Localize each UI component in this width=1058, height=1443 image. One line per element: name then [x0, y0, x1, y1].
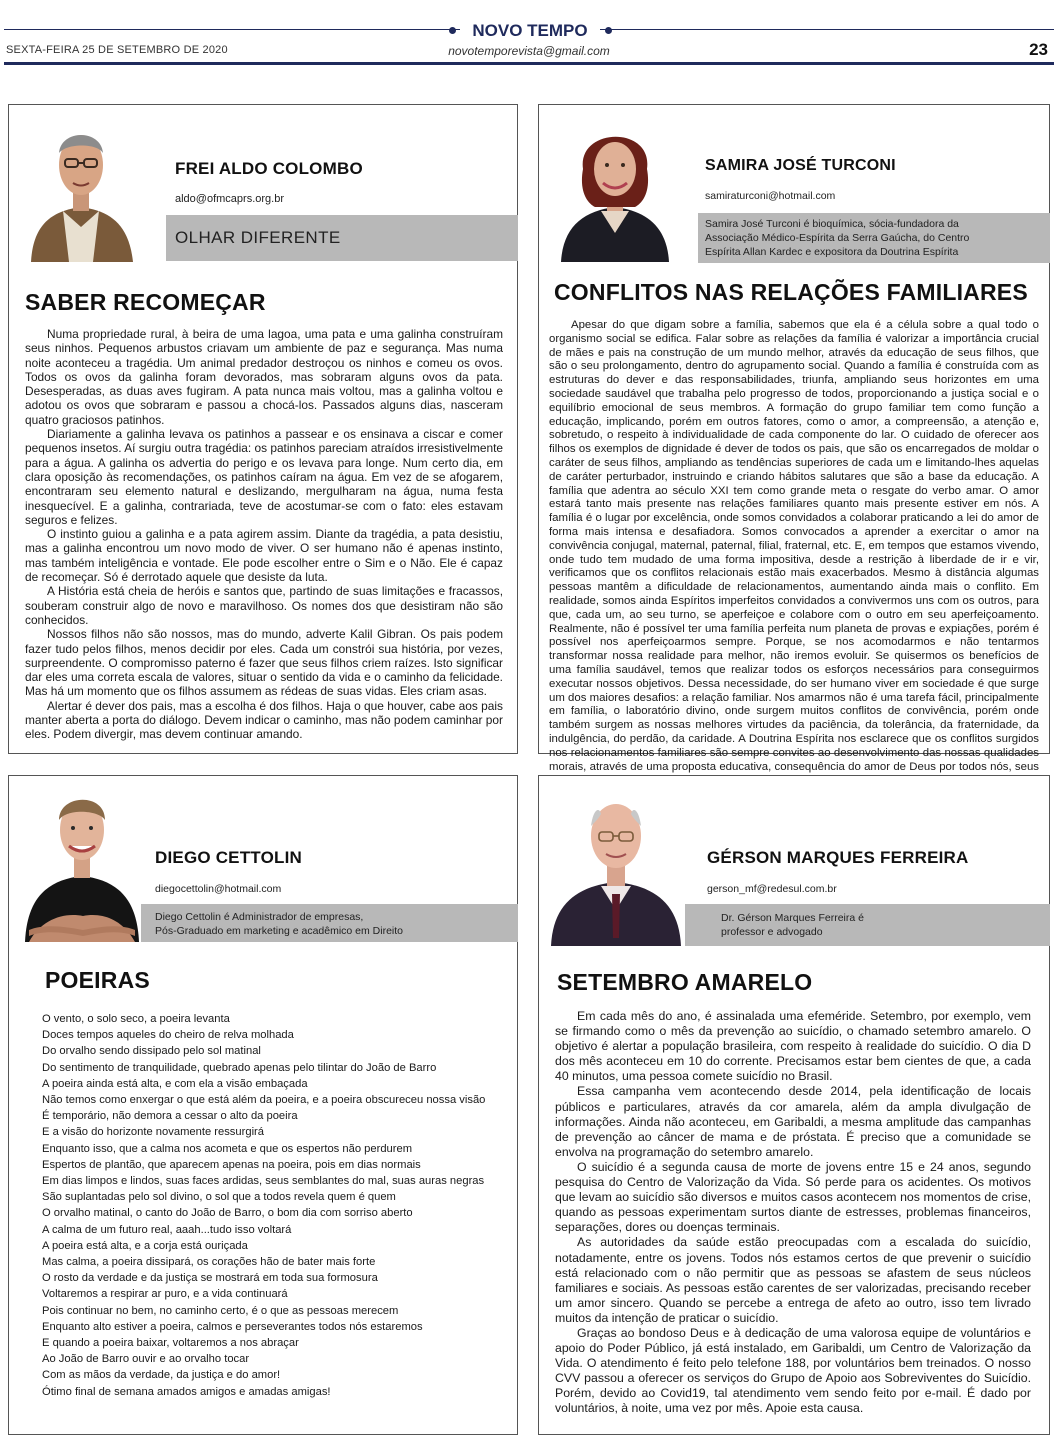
article-paragraph: A História está cheia de heróis e santos que, partindo de suas limitações e fracassos, souberam construir algo de novo e maravilhoso. Os nomes dos que desistiram não são conhecidos. — [25, 584, 503, 627]
poem-line: O rosto da verdade e da justiça se mostrará em toda sua formosura — [42, 1272, 378, 1285]
poem-line: E quando a poeira baixar, voltaremos a nos abraçar — [42, 1337, 299, 1350]
poem-line: Do sentimento de tranquilidade, quebrado apenas pelo tilintar do João de Barro — [42, 1061, 437, 1074]
article-title: SETEMBRO AMARELO — [557, 969, 813, 995]
poem-line: O vento, o solo seco, a poeira levanta — [42, 1013, 230, 1025]
page-number: 23 — [1029, 40, 1048, 59]
article-paragraph: Essa campanha vem acontecendo desde 2014, pela identificação de locais públicos e particulares, através da cor amarela, além da ampla divulgação de informações. Ainda não aconteceu, em Garibaldi, a mesma amplitude das campanhas de prevenção ao câncer de mama e de próstata. É preciso que a comunidade se envolva na programação do setembro amarelo. — [555, 1084, 1031, 1159]
author-photo-samira — [555, 107, 675, 262]
article-title: CONFLITOS NAS RELAÇÕES FAMILIARES — [554, 279, 1028, 305]
article-paragraph: Em cada mês do ano, é assinalada uma efeméride. Setembro, por exemplo, vem se firmando como o mês da prevenção ao suicídio, o chamado setembro amarelo. O objetivo é alertar a população brasileira, com respeito à realidade do suicídio. O dia D dos mês aconteceu em 10 do corrente. Precisamos estar bem cientes de que, a cada 40 minutos, uma pessoa comete suicídio no Brasil. — [555, 1009, 1031, 1084]
article-title: POEIRAS — [45, 967, 150, 993]
poem-line: Espertos de plantão, que aparecem apenas na poeira, pois em dias normais — [42, 1158, 421, 1171]
article-box-gerson — [538, 775, 1050, 1435]
author-bio-line: Dr. Gérson Marques Ferreira é — [721, 912, 864, 924]
article-paragraph: Numa propriedade rural, à beira de uma lagoa, uma pata e uma galinha construíram seus ninhos. Pequenos arbustos criavam um ambiente de paz e segurança. Mas numa noite aconteceu a tragédia. Um animal predador destroçou os ninhos e comeu os ovos. Todos os ovos da galinha foram devorados, mas sobraram alguns ovos da pata. Desesperadas, as duas aves fugiram. A pata nunca mais voltou, mas a galinha voltou e adotou os ovos que sobraram e passou a chocá-los. Passados alguns dias, nasceram quatro graciosos patinhos. — [25, 327, 503, 427]
author-bio — [721, 911, 1021, 939]
author-name: GÉRSON MARQUES FERREIRA — [707, 848, 969, 867]
article-body — [549, 319, 1039, 788]
author-bio-line: Diego Cettolin é Administrador de empresas, — [155, 911, 364, 923]
poem-line: A poeira está alta, e a corja está ouriçada — [42, 1239, 248, 1252]
poem-line: Enquanto alto estiver a poeira, calmos e perseverantes todos nós estaremos — [42, 1320, 423, 1333]
article-box-diego — [8, 775, 518, 1435]
header-dot-right — [605, 27, 612, 34]
author-name: FREI ALDO COLOMBO — [175, 159, 363, 178]
masthead-email[interactable]: novotemporevista@gmail.com — [448, 44, 610, 58]
poem-line: E a visão do horizonte novamente ressurgirá — [42, 1126, 265, 1139]
author-photo-diego — [23, 780, 141, 942]
article-paragraph: Graças ao bondoso Deus e à dedicação de uma valorosa equipe de voluntários e apoio do Poder Público, já está instalado, em Garibaldi, um Centro de Valorização da Vida. O atendimento é feito pelo telefone 188, por voluntários bem treinados. O nosso CVV passou a oferecer os serviços do Grupo de Apoio aos Sobreviventes do Suicídio. Porém, devido ao Covid19, tal atendimento vem sendo feito por e-mail. É dado por voluntários, à noite, uma vez por mês. Apoie esta causa. — [555, 1325, 1031, 1416]
author-name: SAMIRA JOSÉ TURCONI — [705, 157, 896, 174]
article-paragraph: Alertar é dever dos pais, mas a escolha é dos filhos. Haja o que houver, cabe aos pais manter aberta a porta do diálogo. Devem indicar o caminho, mas não podem caminhar por eles. Podem divergir, mas devem continuar amando. — [25, 698, 503, 742]
article-paragraph: As autoridades da saúde estão preocupadas com a escalada do suicídio, notadamente, entre os jovens. Todos nós estamos certos de que prevenir o suicídio está relacionado com o não permitir que as pessoas se afastem de seus núcleos familiares e sociais. As pessoas estão carentes de ser valorizadas, precisando receber um amor sincero. Quando se percebe a entrega de afeto ao outro, isso tem livrado muitos da intenção de praticar o suicídio. — [555, 1235, 1031, 1325]
author-bio — [155, 910, 495, 938]
masthead-title: NOVO TEMPO — [460, 20, 600, 42]
header-dot-left — [449, 27, 456, 34]
poem-line: Doces tempos aqueles do cheiro de relva molhada — [42, 1029, 294, 1042]
issue-date: SEXTA-FEIRA 25 DE SETEMBRO DE 2020 — [6, 44, 228, 56]
author-name: DIEGO CETTOLIN — [155, 848, 302, 867]
poem-line: É temporário, não demora a cessar o alto da poeira — [42, 1110, 298, 1123]
header-rule-bottom — [4, 62, 1054, 65]
article-paragraph: Nossos filhos não são nossos, mas do mundo, adverte Kalil Gibran. Os pais podem fazer tudo pelos filhos, menos decidir por eles. Cada um constrói sua história, por vezes, surpreendente. O compromisso paterno é fazer que seus filhos criem raízes. Isto significar dar eles uma correta escala de valores, situar o sentido da vida e o caminho da felicidade. Mas há um momento que os filhos assumem as rédeas de suas vidas. Eles criam asas. — [25, 627, 503, 699]
poem-line: Ótimo final de semana amados amigos e amadas amigas! — [42, 1385, 331, 1398]
poem-line: Ao João de Barro ouvir e ao orvalho tocar — [42, 1353, 250, 1366]
poem-line: A poeira ainda está alta, e com ela a visão embaçada — [42, 1077, 308, 1090]
article-body — [555, 1009, 1031, 1417]
author-email[interactable]: aldo@ofmcaprs.org.br — [175, 193, 284, 205]
poem-body — [42, 1011, 512, 1400]
poem-line: Não temos como enxergar o que está além da poeira, e a poeira obscureceu nossa visão — [42, 1094, 486, 1107]
author-photo-frei-aldo — [23, 107, 141, 262]
poem-line: Voltaremos a respirar ar puro, e a vida continuará — [42, 1288, 288, 1301]
author-photo-gerson — [549, 788, 683, 946]
article-title: SABER RECOMEÇAR — [25, 289, 266, 315]
poem-line: Pois continuar no bem, no caminho certo, é o que as pessoas merecem — [42, 1304, 399, 1317]
article-paragraph: O instinto guiou a galinha e a pata agirem assim. Diante da tragédia, a pata desistiu, mas a galinha encontrou um novo modo de viver. O ser humano não é apenas instinto, mas também inteligência e vontade. Ele pode escolher entre o Sim e o Não. Ele é capaz de recomeçar. Só é derrotado aquele que desiste da luta. — [25, 527, 503, 585]
article-paragraph: Diariamente a galinha levava os patinhos a passear e os ensinava a ciscar e comer pequenos insetos. Aí surgiu outra tragédia: os patinhos pareciam atraídos irresistivelmente para a água. A galinha os advertia do perigo e os levava para longe. Num certo dia, em clara oposição às recomendações, os patinhos caíram na água. Em vez de se afogarem, encontraram seu elemento natural e deslizando, mergulharam na água, numa festa inesquecível. E a galinha, contrariada, teve de acostumar-se com o fato: eles estavam seguros e felizes. — [25, 427, 503, 527]
author-bio: Samira José Turconi é bioquímica, sócia-fundadora da Associação Médico-Espírita da Serra Gaúcha, do Centro Espírita Allan Kardec e expositora da Doutrina Espírita — [705, 218, 970, 258]
author-email[interactable]: samiraturconi@hotmail.com — [705, 190, 836, 202]
poem-line: Do orvalho sendo dissipado pelo sol matinal — [42, 1045, 261, 1058]
poem-line: O orvalho matinal, o canto do João de Barro, o bom dia com sorriso aberto — [42, 1207, 413, 1220]
column-name: OLHAR DIFERENTE — [175, 228, 341, 247]
author-email[interactable]: gerson_mf@redesul.com.br — [707, 883, 837, 895]
poem-line: São suplantadas pelo sol divino, o sol que a todos revela quem é quem — [42, 1191, 396, 1204]
poem-line: Em dias limpos e lindos, suas faces ardidas, seus semblantes do mal, suas auras negras — [42, 1175, 485, 1188]
article-paragraph: Apesar do que digam sobre a família, sabemos que ela é a célula sobre a qual todo o organismo social se edifica. Falar sobre as relações da família é valorizar a importância crucial de mães e pais na construção de um mundo melhor, através da educação de seus filhos, que são o seu prolongamento, dentro do agrupamento social. Quando a família é construída com as estruturas do dever e das responsabilidades, triunfa, ampliando seus horizontes em uma sociedade saudável que trabalha pelo progresso de todos, proporcionando a justiça social e o equilíbrio emocional de seus membros. A formação do grupo familiar tem como função a educação, implicando, porém em outros fatores, como o amor, a compreensão, a atenção e, sobretudo, o respeito à individualidade de cada componente do lar. O cuidado de oferecer aos filhos os exemplos de dignidade é dever de todos os pais, que são os encarregados de moldar o caráter de seus filhos, ampliando as tendências superiores de cada um e limitando-lhes aquelas de caráter perturbador, instruindo e criando hábitos salutares que são a base da educação. A família que adentra ao século XXI tem como grande meta o resgate do verbo amar. O amor estará tanto mais presente nas relações familiares quanto mais presente estiver em nós. A família é o lugar por excelência, onde somos convidados a colaborar praticando a lei do amor de forma mais intensa e desafiadora. Somos convocados a aprender a exercitar o amor na convivência conjugal, maternal, paternal, filial, fraternal, etc. E, em tempos que estamos vivendo, onde tudo tem mudado de uma forma impositiva, desde a restrição à liberdade de ir e vir, verificamos que os conflitos relacionais estão mais exacerbados. Mesmo à distância algumas pessoas mantêm a dificuldade de relacionamentos, aumentando ainda mais o conflito. Em realidade, somos ainda Espíritos imperfeitos convidados a convivermos uns com os outros, para que, cada um, ao seu turno, se aperfeiçoe e colabore com o outro em seu aperfeiçoamento. Realmente, não é possível ter uma família perfeita num planeta de provas e expiações, porém é possível nos aperfeiçoarmos sempre. Porque, se nos acomodarmos e não tentarmos transformar nossa realidade para melhor, não iremos evoluir. Se quisermos os benefícios de uma família saudável, temos que realizar todos os esforços necessários para conseguirmos executar nossos objetivos. Dessa necessidade, do ser humano viver em sociedade é que surge um dos maiores desafios: a relação familiar. Nos amarmos não é uma tarefa fácil, principalmente em família, o laboratório divino, onde surgem muitos conflitos de convivência, porém onde também surgem as nossas melhores virtudes da paciência, da tolerância, da fraternidade, da indulgência, do perdão, da caridade. A Doutrina Espírita nos esclarece que os conflitos surgidos nos relacionamentos familiares são sempre convites ao desenvolvimento das nossas qualidades morais, através de uma proposta educativa, consequência do amor de Deus por todos nós, seus — [549, 319, 1039, 773]
author-bio-line: Pós-Graduado em marketing e acadêmico em Direito — [155, 925, 404, 937]
author-bio-line: professor e advogado — [721, 926, 823, 938]
poem-line: Enquanto isso, que a calma nos acometa e que os espertos não perdurem — [42, 1142, 413, 1155]
article-body — [25, 327, 503, 742]
article-box-samira — [538, 104, 1050, 773]
poem-line: Com as mãos da verdade, da justiça e do amor! — [42, 1369, 281, 1382]
author-email[interactable]: diegocettolin@hotmail.com — [155, 883, 282, 895]
poem-line: Mas calma, a poeira dissipará, os corações hão de bater mais forte — [42, 1256, 376, 1269]
poem-line: A calma de um futuro real, aaah...tudo isso voltará — [42, 1223, 292, 1236]
article-paragraph: O suicídio é a segunda causa de morte de jovens entre 15 e 24 anos, segundo pesquisa do Centro de Valorização da Vida. Só perde para os acidentes. Os motivos que levam ao suicídio são diversos e muitos casos acontecem nos momentos de crise, quando as pessoas experimentam surtos diante de estresses, problemas financeiros, separações, dores ou doenças terminais. — [555, 1159, 1031, 1235]
article-box-frei-aldo — [8, 104, 518, 754]
